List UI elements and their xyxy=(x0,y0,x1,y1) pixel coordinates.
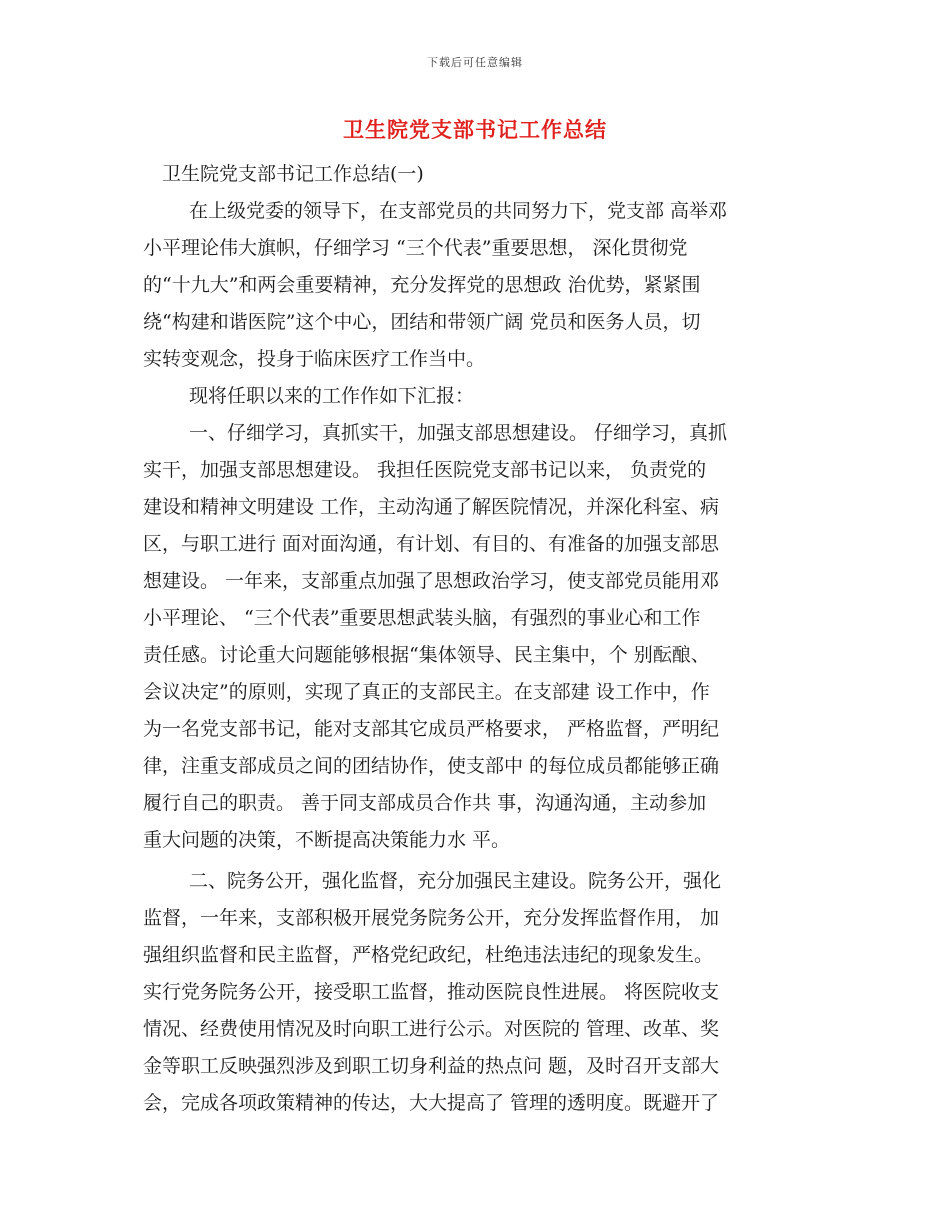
paragraph-line: 实行党务院务公开，接受职工监督，推动医院良性进展。 将医院收支 xyxy=(143,981,720,1003)
paragraph-line: 实干，加强支部思想建设。 我担任医院党支部书记以来， 负责党的 xyxy=(143,459,707,481)
paragraph-line: 建设和精神文明建设 工作，主动沟通了解医院情况，并深化科室、病 xyxy=(143,496,720,518)
paragraph-report-lead xyxy=(143,378,803,415)
paragraph-line: 律，注重支部成员之间的团结协作，使支部中 的每位成员都能够正确 xyxy=(143,755,720,777)
paragraph-line: 实转变观念，投身于临床医疗工作当中。 xyxy=(143,348,486,370)
paragraph-line: 小平理论伟大旗帜，仔细学习 “三个代表”重要思想， 深化贯彻党 xyxy=(143,237,688,259)
page-header-note: 下载后可任意编辑 xyxy=(427,56,523,69)
paragraph-line: 履行自己的职责。 善于同支部成员合作共 事，沟通沟通，主动参加 xyxy=(143,792,707,814)
document-body xyxy=(143,156,803,1122)
paragraph-line: 为一名党支部书记，能对支部其它成员严格要求， 严格监督，严明纪 xyxy=(143,718,720,740)
paragraph-line: 绕“构建和谐医院”这个中心，团结和带领广阔 党员和医务人员，切 xyxy=(143,311,701,333)
paragraph-line: 强组织监督和民主监督，严格党纪政纪，杜绝违法违纪的现象发生。 xyxy=(143,944,714,966)
paragraph-line: 金等职工反映强烈涉及到职工切身利益的热点问 题，及时召开支部大 xyxy=(143,1055,720,1077)
paragraph-section-two xyxy=(143,863,803,1122)
paragraph-line: 责任感。讨论重大问题能够根据“集体领导、民主集中，个 别酝酿、 xyxy=(143,644,710,666)
paragraph-line: 小平理论、 “三个代表”重要思想武装头脑，有强烈的事业心和工作 xyxy=(143,607,701,629)
paragraph-intro xyxy=(143,193,803,378)
paragraph-line: 监督，一年来，支部积极开展党务院务公开，充分发挥监督作用， 加 xyxy=(143,907,720,929)
paragraph-line: 会议决定”的原则，实现了真正的支部民主。在支部建 设工作中，作 xyxy=(143,681,710,703)
paragraph-line: 会，完成各项政策精神的传达，大大提高了 管理的透明度。既避开了 xyxy=(143,1092,720,1114)
paragraph-line: 在上级党委的领导下，在支部党员的共同努力下，党支部 高举邓 xyxy=(189,200,728,222)
paragraph-line: 情况、经费使用情况及时向职工进行公示。对医院的 管理、改革、奖 xyxy=(143,1018,720,1040)
paragraph-line: 的“十九大”和两会重要精神，充分发挥党的思想政 治优势，紧紧围 xyxy=(143,274,701,296)
paragraph-line: 重大问题的决策，不断提高决策能力水 平。 xyxy=(143,829,511,851)
paragraph-line: 现将任职以来的工作作如下汇报： xyxy=(189,385,475,407)
document-subtitle: 卫生院党支部书记工作总结(一) xyxy=(162,163,424,185)
paragraph-line: 区，与职工进行 面对面沟通，有计划、有目的、有准备的加强支部思 xyxy=(143,533,720,555)
document-title: 卫生院党支部书记工作总结 xyxy=(343,118,607,142)
paragraph-line: 二、院务公开，强化监督，充分加强民主建设。院务公开，强化 xyxy=(189,870,722,892)
paragraph-line: 想建设。 一年来，支部重点加强了思想政治学习，使支部党员能用邓 xyxy=(143,570,720,592)
paragraph-section-one xyxy=(143,415,803,859)
paragraph-line: 一、仔细学习，真抓实干，加强支部思想建设。 仔细学习，真抓 xyxy=(189,422,728,444)
